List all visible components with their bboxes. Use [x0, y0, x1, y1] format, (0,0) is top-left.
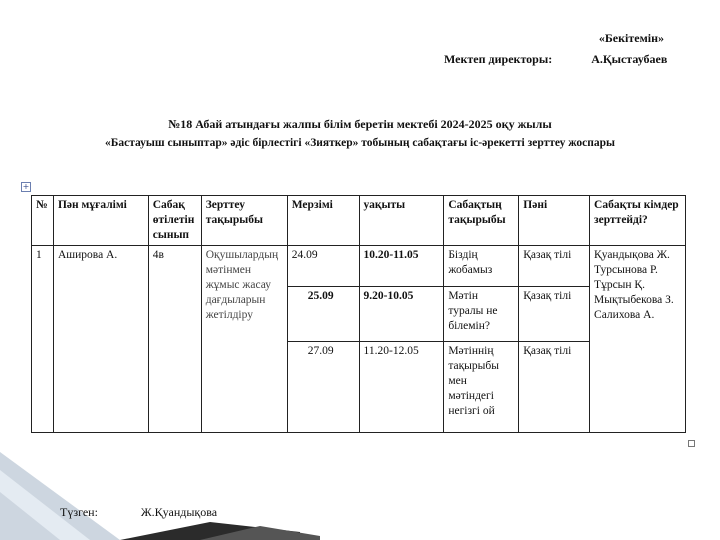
footer-label: Түзген:	[60, 505, 98, 519]
header-observers: Сабақты кімдер зерттейді?	[590, 196, 686, 246]
cell-date: 27.09	[287, 342, 359, 433]
cell-observers: Қуандықова Ж. Турсынова Р. Тұрсын Қ. Мықтыбекова З. Салихова А.	[590, 246, 686, 433]
cell-time: 11.20-12.05	[359, 342, 444, 433]
research-plan-table	[31, 195, 686, 433]
document-title: №18 Абай атындағы жалпы білім беретін мектебі 2024-2025 оқу жылы	[168, 117, 552, 131]
approve-stamp-text: «Бекітемін»	[598, 31, 664, 45]
director-name: А.Қыстаубаев	[591, 52, 668, 66]
cell-teacher: Аширова А.	[53, 246, 148, 433]
table-move-handle-icon[interactable]: +	[22, 182, 30, 191]
footer-compiled-by	[60, 505, 217, 520]
header-num: №	[32, 196, 54, 246]
cell-subject: Қазақ тілі	[519, 287, 590, 342]
cell-date: 24.09	[287, 246, 359, 287]
cell-time: 10.20-11.05	[359, 246, 444, 287]
cell-subject: Қазақ тілі	[519, 246, 590, 287]
header-teacher: Пән мұғалімі	[53, 196, 148, 246]
table-resize-handle[interactable]	[688, 440, 695, 447]
cell-date: 25.09	[287, 287, 359, 342]
cell-class: 4в	[148, 246, 201, 433]
cell-topic: Оқушылардың мәтінмен жұмыс жасау дағдыларын жетілдіру	[201, 246, 287, 433]
director-line	[444, 52, 667, 67]
cell-lesson: Мәтін туралы не білемін?	[444, 287, 519, 342]
cell-subject: Қазақ тілі	[519, 342, 590, 433]
cell-time: 9.20-10.05	[359, 287, 444, 342]
cell-num: 1	[32, 246, 54, 433]
header-class: Сабақ өтілетін сынып	[148, 196, 201, 246]
cell-lesson: Біздің жобамыз	[444, 246, 519, 287]
header-subject: Пәні	[519, 196, 590, 246]
table-row	[32, 246, 686, 287]
table-header-row	[32, 196, 686, 246]
cell-lesson: Мәтіннің тақырыбы мен мәтіндегі негізгі ой	[444, 342, 519, 433]
document-subtitle: «Бастауыш сыныптар» әдіс бірлестігі «Зияткер» тобының сабақтағы іс-әрекетті зерттеу жоспары	[105, 137, 615, 149]
header-date: Мерзімі	[287, 196, 359, 246]
header-topic: Зерттеу тақырыбы	[201, 196, 287, 246]
footer-name: Ж.Қуандықова	[140, 505, 218, 519]
header-time: уақыты	[359, 196, 444, 246]
header-lesson: Сабақтың тақырыбы	[444, 196, 519, 246]
director-label: Мектеп директоры:	[444, 52, 553, 66]
